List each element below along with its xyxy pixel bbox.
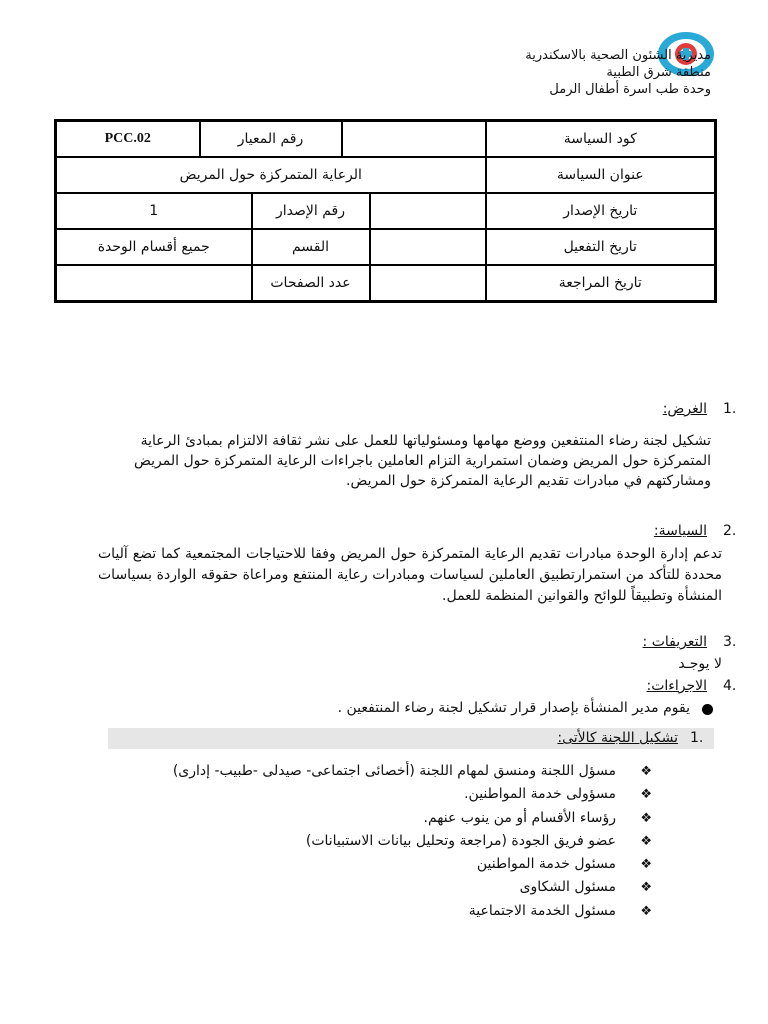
- diamond-bullet-icon: ❖: [640, 880, 652, 896]
- standard-number-value: PCC.02: [56, 121, 200, 158]
- list-item: [92, 876, 652, 899]
- definitions-number: 3.: [723, 634, 737, 650]
- table-row: [56, 193, 716, 229]
- list-item: [92, 900, 652, 923]
- pages-label: عدد الصفحات: [252, 265, 370, 302]
- activation-date-value: [370, 229, 486, 265]
- member-text: مسئول الخدمة الاجتماعية: [468, 902, 616, 919]
- committee-members-list: [92, 760, 652, 923]
- organization-header: [411, 47, 711, 98]
- list-item: [92, 760, 652, 783]
- policy-title-label: عنوان السياسة: [486, 157, 716, 193]
- policy-code-value: [342, 121, 486, 158]
- member-text: مسئول الشكاوى: [519, 879, 616, 896]
- department-label: القسم: [252, 229, 370, 265]
- diamond-bullet-icon: ❖: [640, 857, 652, 873]
- review-date-value: [370, 265, 486, 302]
- member-text: مسئول خدمة المواطنين: [476, 856, 616, 873]
- table-row: [56, 157, 716, 193]
- diamond-bullet-icon: ❖: [640, 810, 652, 826]
- header-unit: وحدة طب اسرة أطفال الرمل: [549, 82, 711, 97]
- table-row: [56, 265, 716, 302]
- policy-text: تدعم إدارة الوحدة مبادرات تقديم الرعاية المتمركزة حول المريض وفقا للاحتياجات المجتمعية كما تضع آليات محددة للتأكد من استمرارتطبيق العاملين لسياسات ومبادرات رعاية المنتفع ومراعاة حقوقه الواردة بسياسات المنشأة وتطبيقاً للوائح والقوانين المنظمة للعمل.: [98, 546, 722, 604]
- committee-number: 1.: [690, 730, 704, 746]
- purpose-text: تشكيل لجنة رضاء المنتفعين ووضع مهامها ومسئولياتها للعمل على نشر ثقافة الالتزام بمبادئ الرعاية المتمركزة حول المريض وضمان استمرارية التزام العاملين باجراءات الرعاية المتمركزة حول المريض ومشاركتهم في مبادرات تقديم الرعاية المتمركزة حول المريض.: [134, 433, 711, 489]
- standard-number-label: رقم المعيار: [200, 121, 342, 158]
- procedures-title: الاجراءات:: [646, 678, 707, 694]
- member-text: عضو فريق الجودة (مراجعة وتحليل بيانات الاستبيانات): [305, 832, 616, 849]
- issue-date-label: تاريخ الإصدار: [486, 193, 716, 229]
- member-text: رؤساء الأقسام أو من ينوب عنهم.: [423, 809, 616, 826]
- policy-code-label: كود السياسة: [486, 121, 716, 158]
- review-date-label: تاريخ المراجعة: [486, 265, 716, 302]
- policy-title-value: الرعاية المتمركزة حول المريض: [56, 157, 486, 193]
- committee-title: تشكيل اللجنة كالأتى:: [557, 730, 678, 746]
- header-region: منطقة شرق الطبية: [606, 65, 711, 80]
- purpose-title: الغرض:: [662, 401, 707, 417]
- policy-title: السياسة:: [653, 523, 707, 539]
- issue-date-value: [370, 193, 486, 229]
- activation-date-label: تاريخ التفعيل: [486, 229, 716, 265]
- definitions-text: لا يوجـد: [678, 656, 722, 672]
- list-item: [92, 830, 652, 853]
- issue-number-label: رقم الإصدار: [252, 193, 370, 229]
- header-directorate: مديرية الشئون الصحية بالاسكندرية: [525, 48, 711, 63]
- policy-number: 2.: [723, 523, 737, 539]
- purpose-number: 1.: [723, 401, 737, 417]
- definitions-title: التعريفات :: [642, 634, 707, 650]
- department-value: جميع أقسام الوحدة: [56, 229, 252, 265]
- list-item: [92, 783, 652, 806]
- member-text: مسؤل اللجنة ومنسق لمهام اللجنة (أخصائى اجتماعى- صيدلى -طبيب- إدارى): [172, 763, 616, 779]
- list-item: [92, 853, 652, 876]
- issue-number-value: 1: [56, 193, 252, 229]
- table-row: [56, 229, 716, 265]
- diamond-bullet-icon: ❖: [640, 833, 652, 849]
- procedures-number: 4.: [723, 678, 737, 694]
- diamond-bullet-icon: ❖: [640, 764, 652, 779]
- table-row: [56, 121, 716, 158]
- diamond-bullet-icon: ❖: [640, 903, 652, 919]
- procedures-bullet-text: يقوم مدير المنشأة بإصدار قرار تشكيل لجنة رضاء المنتفعين .: [337, 700, 690, 716]
- policy-info-table: [54, 119, 717, 303]
- pages-value: [56, 265, 252, 302]
- list-item: [92, 807, 652, 830]
- member-text: مسؤولى خدمة المواطنين.: [464, 786, 616, 803]
- bullet-icon: [702, 704, 713, 715]
- diamond-bullet-icon: ❖: [640, 787, 652, 803]
